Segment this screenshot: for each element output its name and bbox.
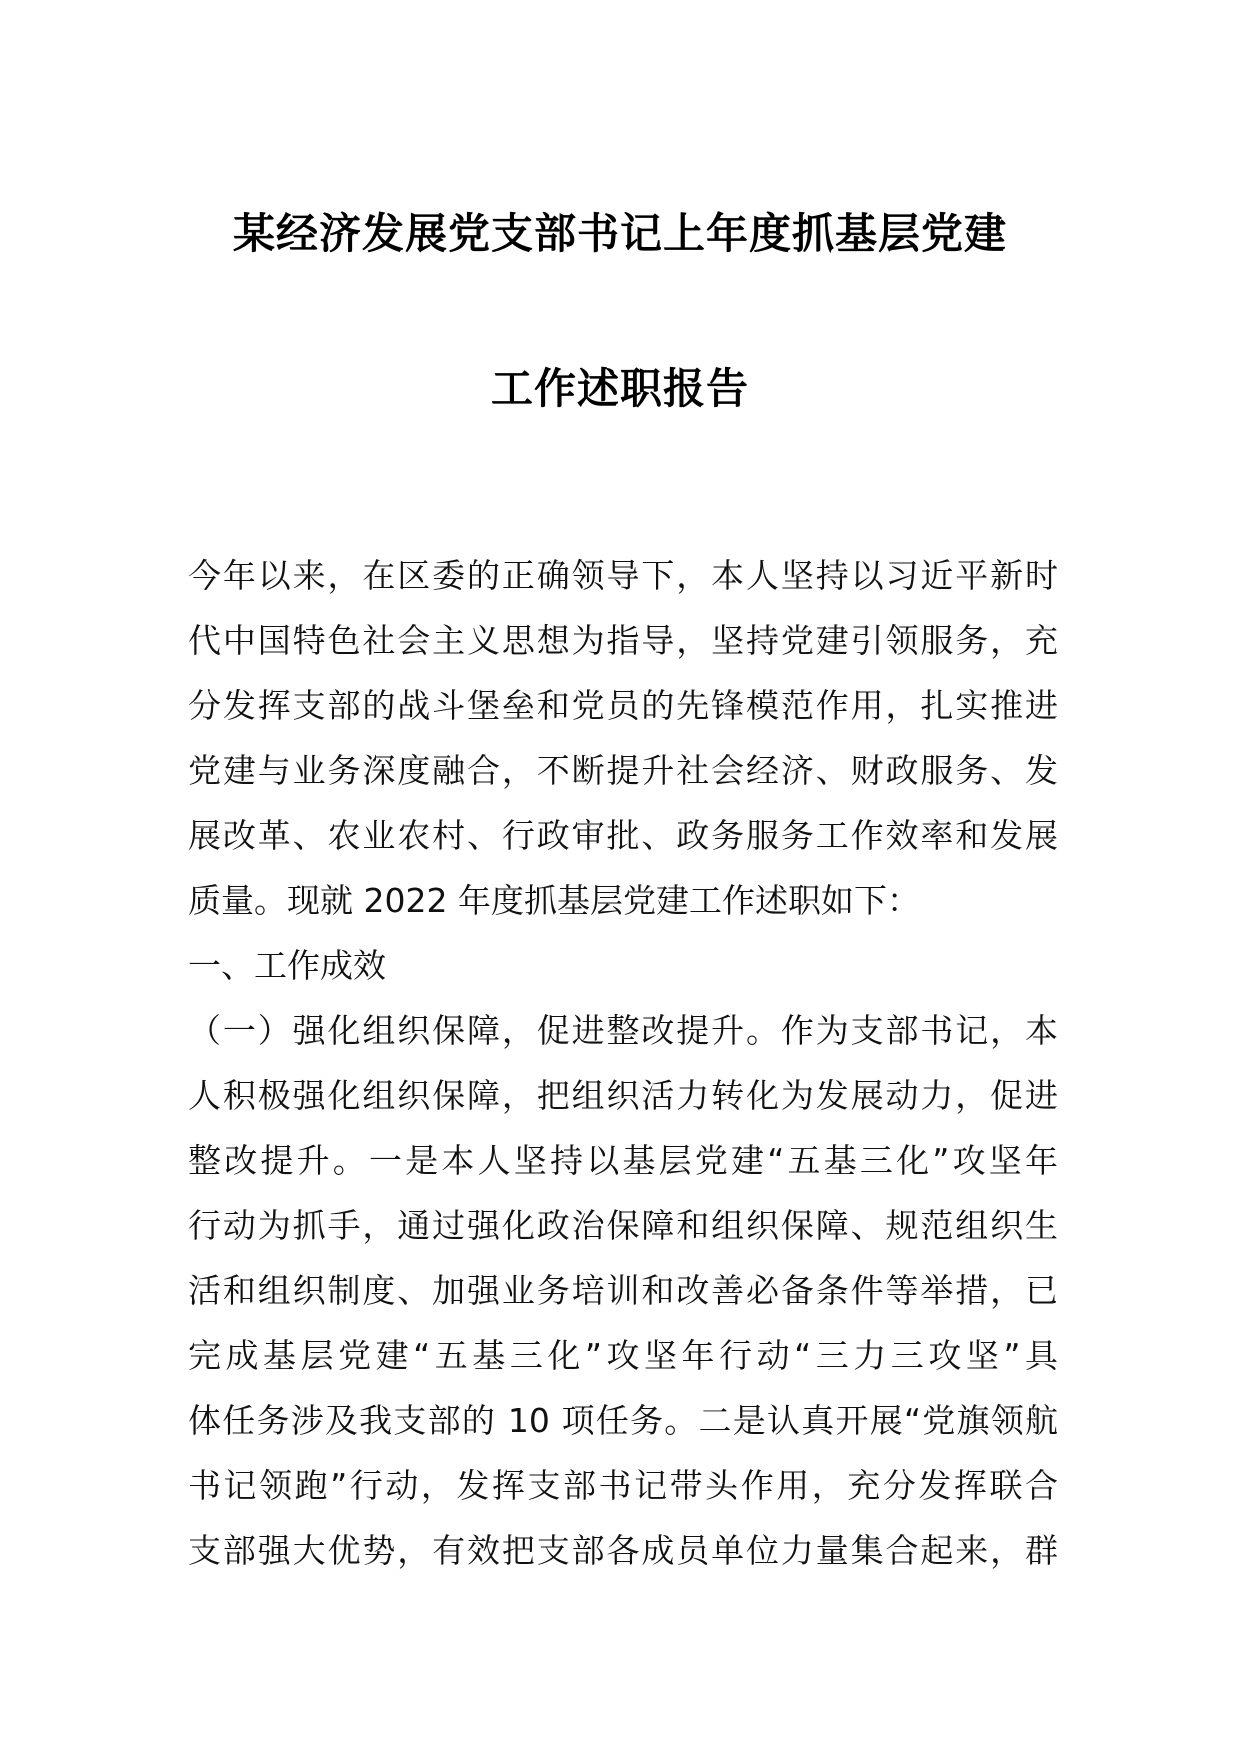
paragraph-line: 整改提升。一是本人坚持以基层党建“五基三化”攻坚年 (188, 1141, 1058, 1180)
paragraph-line: 分发挥支部的战斗堡垒和党员的先锋模范作用，扎实推进 (188, 686, 1058, 725)
paragraph-line: 体任务涉及我支部的 10 项任务。二是认真开展“党旗领航 (188, 1401, 1058, 1440)
paragraph-line: 代中国特色社会主义思想为指导，坚持党建引领服务，充 (188, 621, 1058, 660)
paragraph-line: 活和组织制度、加强业务培训和改善必备条件等举措，已 (188, 1271, 1058, 1310)
paragraph-line: 质量。现就 2022 年度抓基层党建工作述职如下： (188, 881, 920, 920)
paragraph-line: 党建与业务深度融合，不断提升社会经济、财政服务、发 (188, 751, 1058, 790)
paragraph-line: 人积极强化组织保障，把组织活力转化为发展动力，促进 (188, 1076, 1058, 1115)
paragraph-line: 展改革、农业农村、行政审批、政务服务工作效率和发展 (188, 816, 1058, 855)
paragraph-line: （一）强化组织保障，促进整改提升。作为支部书记，本 (188, 1011, 1058, 1050)
paragraph-line: 行动为抓手，通过强化政治保障和组织保障、规范组织生 (188, 1206, 1058, 1245)
paragraph-line: 今年以来，在区委的正确领导下，本人坚持以习近平新时 (188, 556, 1058, 595)
paragraph-line: 完成基层党建“五基三化”攻坚年行动“三力三攻坚”具 (188, 1336, 1058, 1375)
document-title-line-1: 某经济发展党支部书记上年度抓基层党建 (232, 209, 1007, 258)
document-body (188, 543, 1058, 1583)
intro-paragraph (188, 543, 1058, 933)
paragraph-line: 支部强大优势，有效把支部各成员单位力量集合起来，群 (188, 1531, 1058, 1570)
paragraph-line: 书记领跑”行动，发挥支部书记带头作用，充分发挥联合 (188, 1466, 1058, 1505)
section-heading: 一、工作成效 (188, 946, 386, 985)
section-1-paragraph (188, 998, 1058, 1583)
document-title-line-2: 工作述职报告 (490, 364, 749, 413)
